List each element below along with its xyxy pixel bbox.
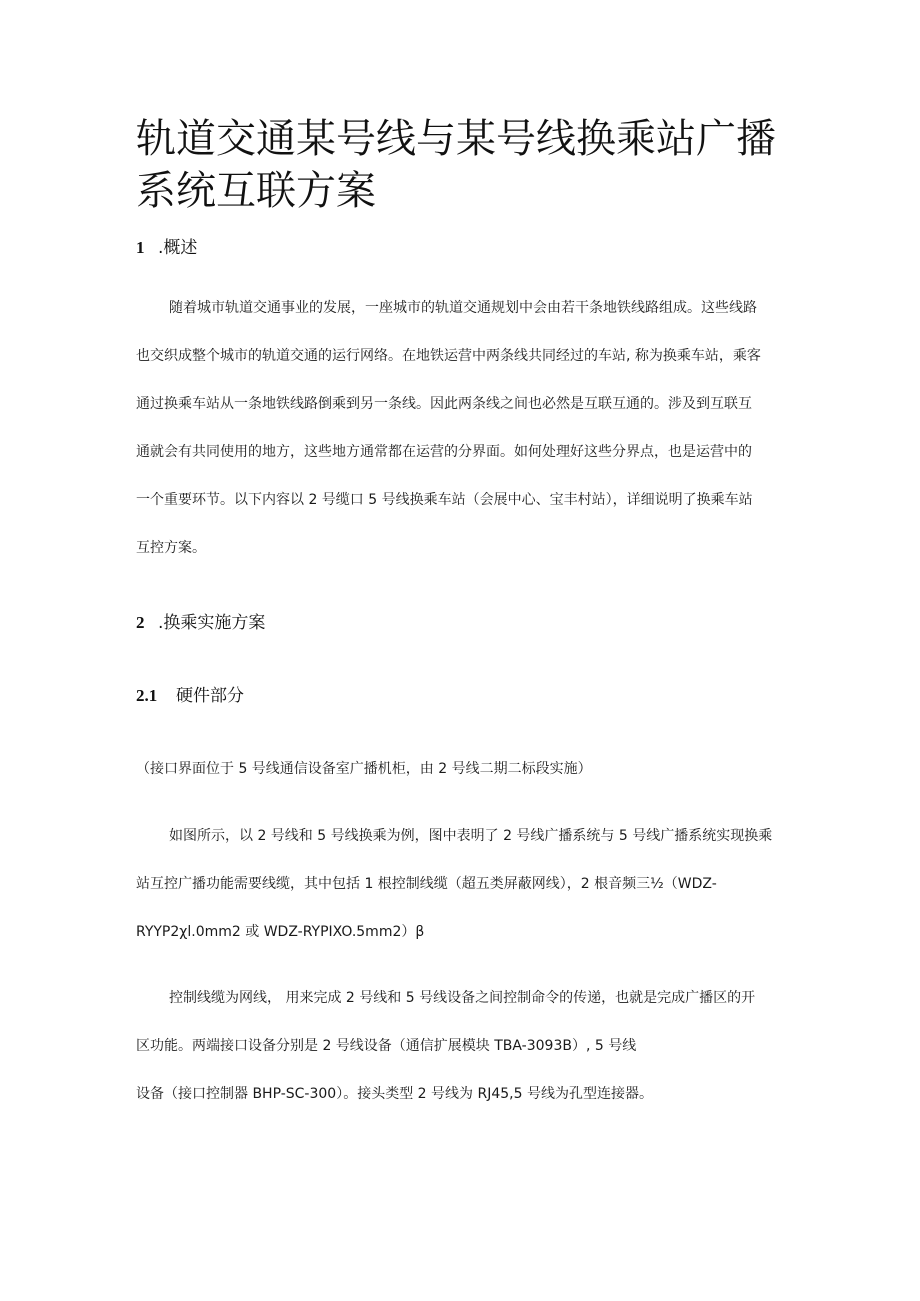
paragraph-line: 通就会有共同使用的地方，这些地方通常都在运营的分界面。如何处理好这些分界点，也是运营中的 [136, 444, 752, 460]
paragraph-line: 如图所示，以 2 号线和 5 号线换乘为例，图中表明了 2 号线广播系统与 5 号线广播系统实现换乘 [169, 828, 773, 844]
section-number: 2 [136, 613, 145, 632]
paragraph-line: 区功能。两端接口设备分别是 2 号线设备（通信扩展模块 TBA-3093B）, 5 号线 [136, 1038, 637, 1054]
section-number: 1 [136, 238, 145, 257]
section-heading-overview [136, 236, 197, 260]
paragraph-line: 控制线缆为网线， 用来完成 2 号线和 5 号线设备之间控制命令的传递，也就是完成广播区的开 [169, 990, 756, 1006]
paragraph-line: 一个重要环节。以下内容以 2 号缆口 5 号线换乘车站（会展中心、宝丰村站），详细说明了换乘车站 [136, 492, 753, 508]
paragraph-line: 也交织成整个城市的轨道交通的运行网络。在地铁运营中两条线共同经过的车站, 称为换乘车站，乘客 [136, 348, 761, 364]
section-title: .概述 [158, 238, 198, 258]
paragraph-line: 随着城市轨道交通事业的发展，一座城市的轨道交通规划中会由若干条地铁线路组成。这些线路 [169, 300, 757, 316]
document-title: 轨道交通某号线与某号线换乘站广播系统互联方案 [136, 116, 776, 214]
paragraph-line: 设备（接口控制器 BHP-SC-300）。接头类型 2 号线为 RJ45,5 号线为孔型连接器。 [136, 1086, 653, 1102]
paragraph-line: 通过换乘车站从一条地铁线路倒乘到另一条线。因此两条线之间也必然是互联互通的。涉及到互联互 [136, 396, 752, 412]
section-number: 2.1 [136, 686, 158, 705]
section-title: 硬件部分 [176, 686, 244, 706]
hardware-paragraph [136, 824, 786, 968]
paragraph-line: 互控方案。 [136, 540, 206, 556]
interface-note: （接口界面位于 5 号线通信设备室广播机柜，由 2 号线二期二标段实施） [136, 761, 592, 777]
paragraph-line: 站互控广播功能需要线缆，其中包括 1 根控制线缆（超五类屏蔽网线），2 根音频三½（WDZ- [136, 876, 717, 892]
control-cable-paragraph [136, 986, 786, 1130]
overview-paragraph [136, 296, 786, 584]
subsection-heading-hardware [136, 684, 244, 708]
section-heading-transfer [136, 611, 265, 635]
paragraph-line: RYYP2χl.0mm2 或 WDZ-RYPIXO.5mm2）β [136, 924, 425, 940]
section-title: .换乘实施方案 [158, 613, 266, 633]
